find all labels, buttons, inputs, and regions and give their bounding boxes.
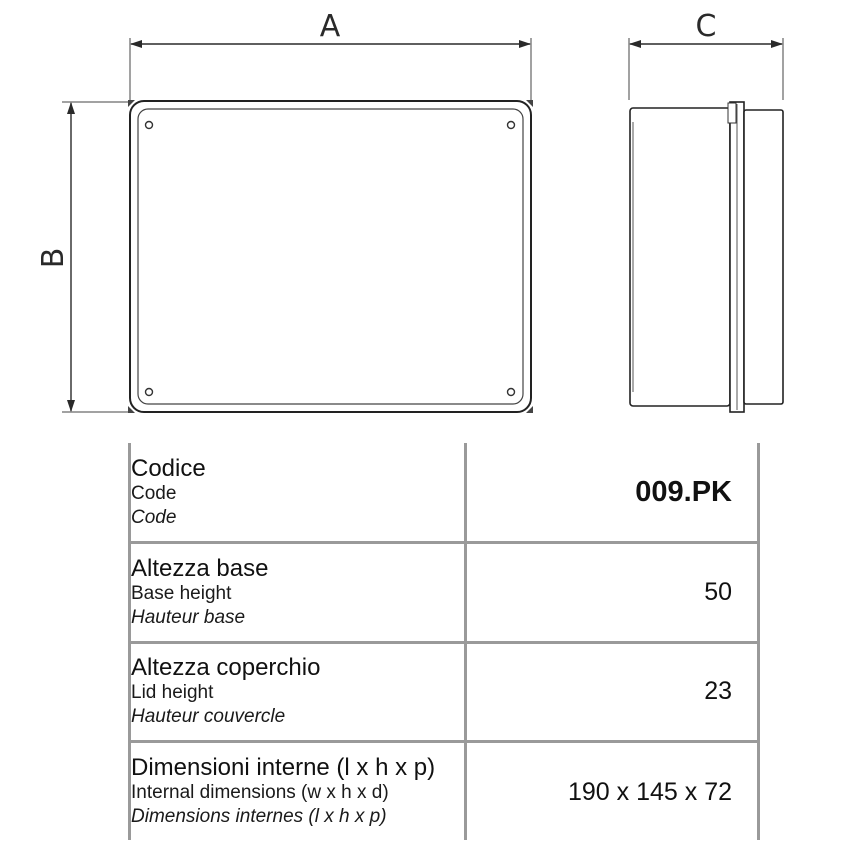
row-labels xyxy=(131,455,461,530)
box-front-view xyxy=(128,100,533,413)
table-row-internal-dimensions xyxy=(128,742,760,840)
label-italian: Altezza coperchio xyxy=(131,654,321,681)
base-height-value: 50 xyxy=(704,578,732,606)
row-labels xyxy=(131,555,461,630)
dimension-b-label: B xyxy=(36,247,71,269)
specification-table xyxy=(128,443,760,840)
row-labels xyxy=(131,654,461,729)
lid-height-value: 23 xyxy=(704,677,732,705)
label-english: Internal dimensions (w x h x d) xyxy=(131,782,389,803)
label-english: Base height xyxy=(131,583,232,604)
box-side-view xyxy=(630,102,783,412)
dimension-c xyxy=(629,9,783,100)
table-row-lid-height xyxy=(128,642,760,740)
label-italian: Altezza base xyxy=(131,555,269,582)
label-french: Dimensions internes (l x h x p) xyxy=(131,806,387,827)
dimension-a-label: A xyxy=(319,9,341,44)
table-row-code xyxy=(128,443,760,541)
table-row-base-height xyxy=(128,543,760,641)
dimension-b xyxy=(36,102,130,412)
label-italian: Dimensioni interne (l x h x p) xyxy=(131,754,436,781)
label-english: Lid height xyxy=(131,682,214,703)
label-english: Code xyxy=(131,483,177,504)
dimension-a xyxy=(130,9,531,100)
label-italian: Codice xyxy=(131,455,206,482)
label-french: Hauteur couvercle xyxy=(131,706,286,727)
label-french: Hauteur base xyxy=(131,607,246,628)
internal-dimensions-value: 190 x 145 x 72 xyxy=(567,778,732,806)
dimension-c-label: C xyxy=(695,9,717,44)
product-code-value: 009.PK xyxy=(635,476,732,508)
label-french: Code xyxy=(131,507,177,528)
row-labels xyxy=(131,754,461,829)
